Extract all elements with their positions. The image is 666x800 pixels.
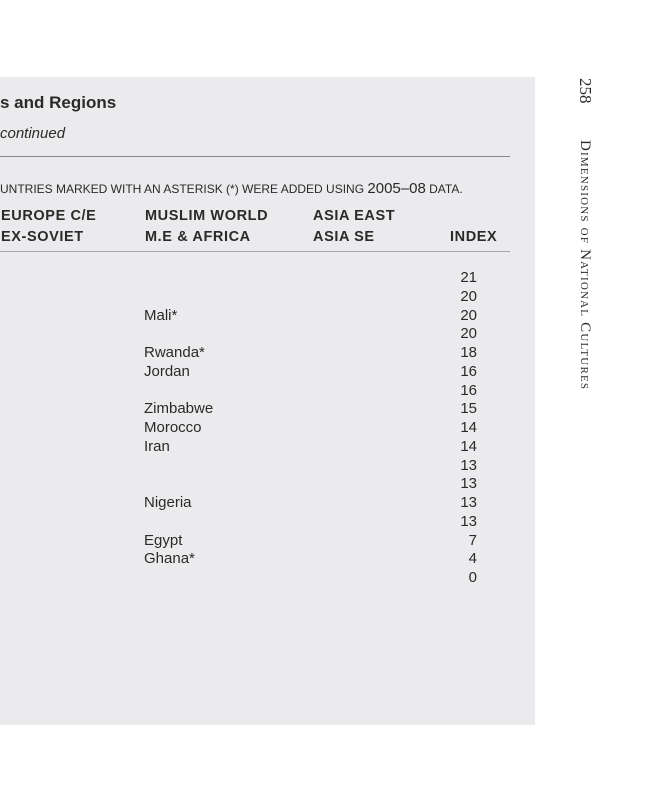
header-divider <box>0 251 510 252</box>
running-title: Dimensions of National Cultures <box>577 139 593 390</box>
table-title: s and Regions <box>0 93 117 112</box>
index-cell: 0 <box>468 569 477 586</box>
column-header-index <box>450 227 497 248</box>
index-cell: 4 <box>468 550 477 568</box>
index-cell: 21 <box>460 269 477 286</box>
index-cell: 13 <box>460 456 477 474</box>
column-header-muslim-line2: M.E & AFRICA <box>145 229 251 245</box>
index-cell: 13 <box>460 494 477 511</box>
table-note-text: UNTRIES MARKED WITH AN ASTERISK (*) WERE ADDED USING <box>0 182 368 196</box>
running-head <box>575 78 595 390</box>
column-header-index-line1: INDEX <box>450 229 498 245</box>
table-note-years: 2005–08 <box>367 180 426 197</box>
page-number: 258 <box>576 78 595 104</box>
country-cell: Egypt <box>144 531 183 549</box>
country-cell: Rwanda* <box>144 344 205 361</box>
index-cell: 20 <box>460 306 477 324</box>
index-cell: 15 <box>460 400 477 418</box>
index-cell: 16 <box>460 362 477 380</box>
table-note-end: DATA. <box>425 182 463 196</box>
country-cell: Ghana* <box>144 550 195 568</box>
country-cell: Zimbabwe <box>144 400 214 418</box>
index-cell: 20 <box>460 325 477 343</box>
country-cell: Nigeria <box>144 494 192 511</box>
column-header-europe-line1: EUROPE C/E <box>1 208 97 224</box>
column-header-asia-line1: ASIA EAST <box>313 208 396 224</box>
column-header-asia-line2: ASIA SE <box>313 229 375 245</box>
country-cell: Jordan <box>144 362 190 380</box>
index-cell: 13 <box>460 512 477 530</box>
column-header-muslim-line1: MUSLIM WORLD <box>145 208 269 224</box>
column-header-muslim <box>145 206 268 248</box>
index-cell: 13 <box>460 475 477 493</box>
column-header-europe <box>1 206 96 248</box>
index-cell: 14 <box>460 419 477 436</box>
index-cell: 18 <box>460 344 477 361</box>
table-subtitle: continued <box>0 125 66 142</box>
index-cell: 14 <box>460 437 477 455</box>
country-cell: Iran <box>144 437 170 455</box>
index-cell: 7 <box>468 531 477 549</box>
title-divider <box>0 156 510 157</box>
column-header-europe-line2: EX-SOVIET <box>1 229 84 245</box>
table-note <box>0 180 463 197</box>
country-cell: Mali* <box>144 306 178 324</box>
index-cell: 16 <box>460 381 477 399</box>
column-header-asia <box>313 206 395 248</box>
country-cell: Morocco <box>144 419 202 436</box>
index-cell: 20 <box>460 287 477 305</box>
